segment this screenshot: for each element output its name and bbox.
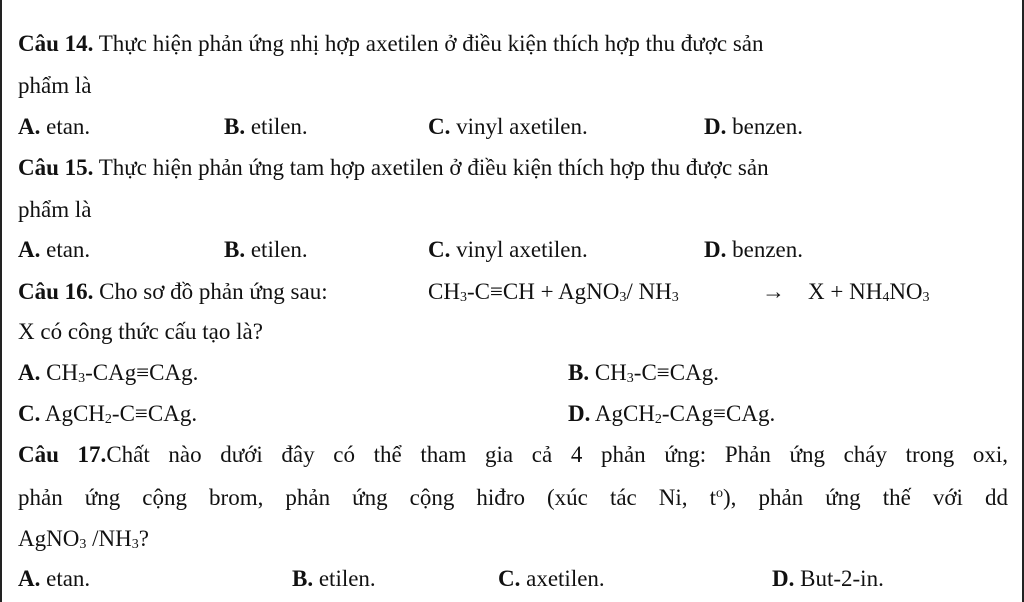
arrow-icon: → (762, 279, 785, 304)
reaction-arrow (762, 278, 785, 306)
option-text: etilen. (313, 566, 376, 591)
question-17-text-cont: phản ứng cộng brom, phản ứng cộng hiđro (xúc tác Ni, t (18, 485, 716, 510)
question-15-text-cont: phẩm là (18, 197, 92, 222)
eq-subscript: 3 (459, 290, 467, 305)
q16-option-a[interactable] (18, 359, 198, 387)
option-text: -C≡CAg. (633, 360, 719, 385)
question-17-text-cont-b: ), phản ứng thế với dd (723, 485, 1008, 510)
eq-text: X + NH (808, 279, 883, 304)
question-15-label: Câu 15. (18, 155, 94, 180)
option-text: etilen. (245, 237, 308, 262)
question-14-text: Thực hiện phản ứng nhị hợp axetilen ở điều kiện thích hợp thu được sản (93, 31, 764, 56)
question-14-label: Câu 14. (18, 31, 94, 56)
q17-option-b[interactable] (292, 565, 376, 593)
option-letter: B. (568, 360, 590, 385)
formula-subscript: 3 (131, 537, 139, 552)
eq-subscript: 3 (619, 290, 627, 305)
q16-option-c[interactable] (18, 400, 197, 428)
degree-superscript: o (716, 486, 723, 501)
option-subscript: 2 (104, 412, 112, 427)
q17-option-c[interactable] (498, 565, 605, 593)
question-15-stem-cont (18, 196, 91, 224)
option-text: etan. (40, 114, 91, 139)
q17-option-a[interactable] (18, 565, 90, 593)
option-text: -C≡CAg. (111, 401, 198, 426)
question-15-stem (18, 154, 769, 182)
formula-text: AgNO (18, 526, 80, 551)
eq-text: CH (428, 279, 460, 304)
formula-subscript: 3 (79, 537, 87, 552)
option-text: etan. (40, 237, 91, 262)
option-text: -CAg≡CAg. (661, 401, 776, 426)
q17-option-d[interactable] (772, 565, 884, 593)
eq-subscript: 4 (882, 290, 890, 305)
question-16-stem-cont (18, 318, 263, 346)
question-16-text: Cho sơ đồ phản ứng sau: (93, 279, 328, 304)
question-17-stem-cont-2 (18, 525, 149, 553)
option-letter: A. (18, 566, 41, 591)
option-letter: D. (568, 401, 591, 426)
option-subscript: 3 (626, 371, 634, 386)
option-subscript: 3 (78, 371, 86, 386)
q15-option-b[interactable] (224, 236, 308, 264)
option-letter: B. (292, 566, 314, 591)
q15-option-d[interactable] (704, 236, 803, 264)
option-letter: A. (18, 360, 41, 385)
option-text: etan. (40, 566, 91, 591)
question-14-stem-cont (18, 72, 91, 100)
q15-option-c[interactable] (428, 236, 588, 264)
eq-text: NO (889, 279, 923, 304)
option-letter: A. (18, 114, 41, 139)
question-17-label: Câu 17. (18, 442, 107, 467)
option-text: But-2-in. (794, 566, 884, 591)
option-letter: C. (428, 237, 451, 262)
q14-option-c[interactable] (428, 113, 588, 141)
q16-option-b[interactable] (568, 359, 719, 387)
eq-text: -C≡CH + AgNO (466, 279, 620, 304)
option-text: AgCH (40, 401, 105, 426)
reaction-equation (428, 278, 679, 306)
reaction-products (808, 278, 930, 306)
option-letter: D. (704, 114, 727, 139)
question-16-text-cont: X có công thức cấu tạo là? (18, 319, 263, 344)
option-letter: B. (224, 114, 246, 139)
q15-option-a[interactable] (18, 236, 90, 264)
option-letter: D. (704, 237, 727, 262)
option-subscript: 2 (654, 412, 662, 427)
question-15-text: Thực hiện phản ứng tam hợp axetilen ở điều kiện thích hợp thu được sản (93, 155, 769, 180)
option-text: benzen. (726, 114, 804, 139)
option-text: -CAg≡CAg. (85, 360, 199, 385)
option-text: benzen. (726, 237, 804, 262)
q14-option-a[interactable] (18, 113, 90, 141)
option-letter: C. (428, 114, 451, 139)
eq-text: / NH (626, 279, 672, 304)
option-letter: B. (224, 237, 246, 262)
option-letter: C. (18, 401, 41, 426)
option-text: CH (40, 360, 79, 385)
option-text: AgCH (590, 401, 655, 426)
question-16-label: Câu 16. (18, 279, 94, 304)
question-17-stem-cont (18, 484, 1008, 512)
option-letter: A. (18, 237, 41, 262)
question-14-stem (18, 30, 763, 58)
option-text: etilen. (245, 114, 308, 139)
option-text: axetilen. (520, 566, 605, 591)
question-16-stem (18, 278, 328, 306)
option-letter: C. (498, 566, 521, 591)
question-17-stem (18, 441, 1008, 469)
formula-text: /NH (86, 526, 132, 551)
question-17-text: Chất nào dưới đây có thể tham gia cả 4 phản ứng: Phản ứng cháy trong oxi, (106, 442, 1009, 467)
question-14-text-cont: phẩm là (18, 73, 92, 98)
q14-option-b[interactable] (224, 113, 308, 141)
option-text: CH (589, 360, 627, 385)
option-text: vinyl axetilen. (450, 237, 588, 262)
eq-subscript: 3 (671, 290, 679, 305)
option-text: vinyl axetilen. (450, 114, 588, 139)
option-letter: D. (772, 566, 795, 591)
q14-option-d[interactable] (704, 113, 803, 141)
formula-text: ? (138, 526, 149, 551)
eq-subscript: 3 (922, 290, 930, 305)
q16-option-d[interactable] (568, 400, 775, 428)
